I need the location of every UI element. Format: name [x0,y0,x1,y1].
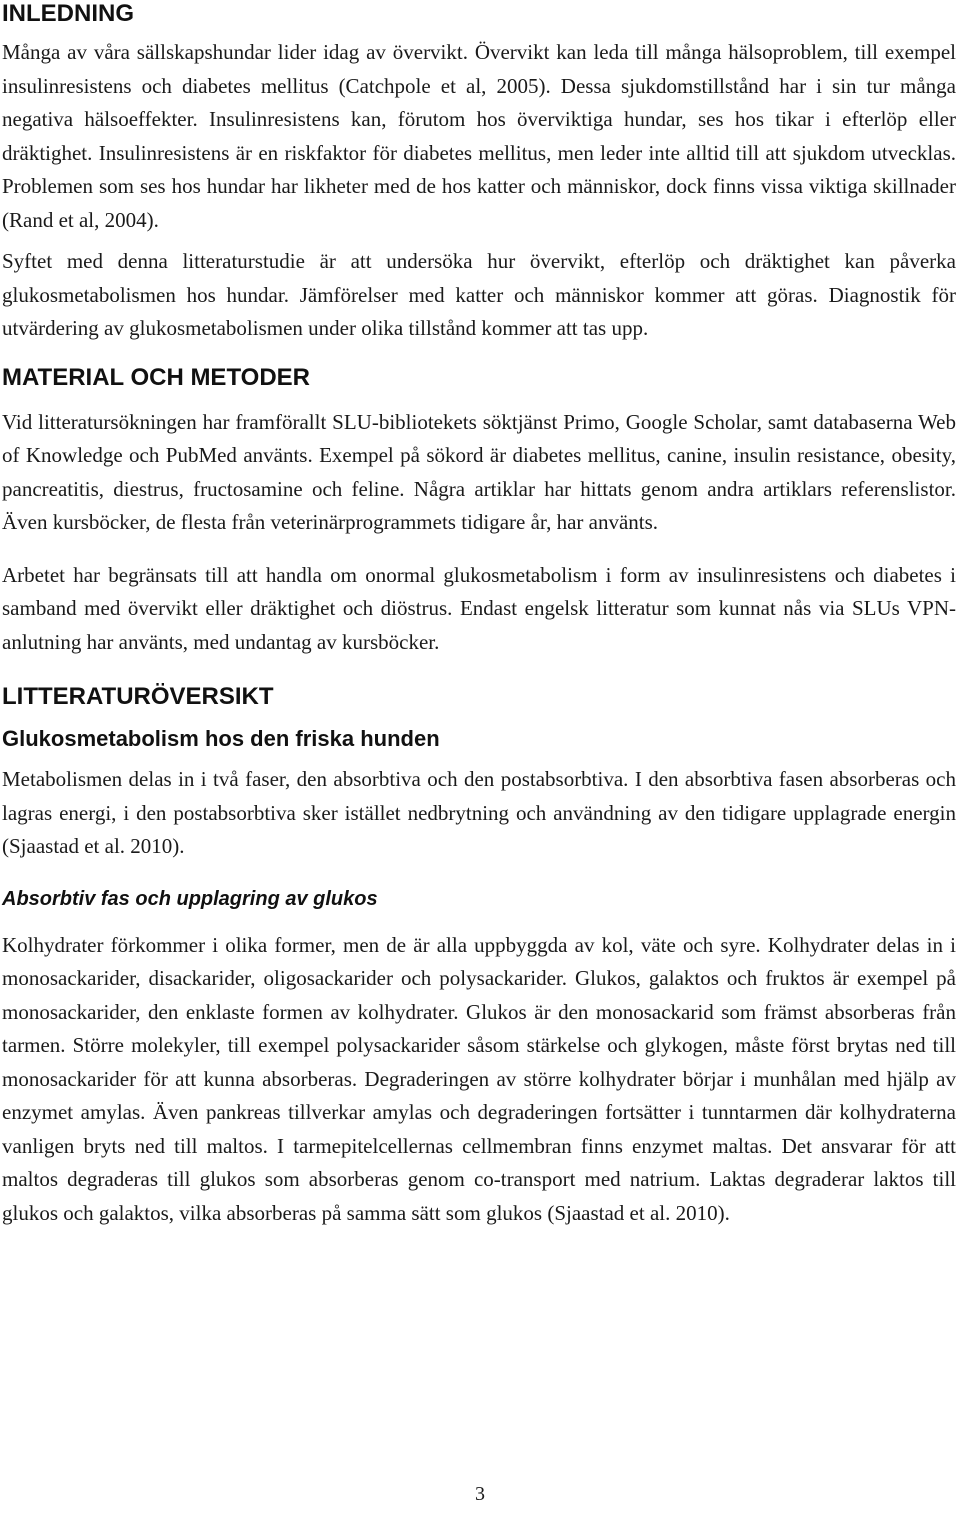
subheading-glukosmetabolism: Glukosmetabolism hos den friska hunden [2,726,440,751]
paragraph-material-2: Arbetet har begränsats till att handla om onormal glukosmetabolism i form av insulinresistens och diabetes i samband med övervikt eller dräktighet och diöstrus. Endast engelsk litteratur som kunnat nås via SLUs VPN-anlutning har använts, med undantag av kursböcker. [2,562,956,654]
paragraph-inledning-2: Syftet med denna litteraturstudie är att undersöka hur övervikt, efterlöp och dräktighet kan påverka glukosmetabolismen hos hundar. Jämförelser med katter och människor kommer att göras. Diagnostik för utvärdering av glukosmetabolismen under olika tillstånd kommer att tas upp. [2,249,956,340]
page-number: 3 [475,1483,485,1505]
paragraph-kolhydrater: Kolhydrater förkommer i olika former, men de är alla uppbyggda av kol, väte och syre. Kolhydrater delas in i monosackarider, disackarider, oligosackarider och polysackarider. Glukos, galaktos och fruktos är exempel på monosackarider, den enklaste formen av kolhydrater. Glukos är den monosackarid som främst absorberas från tarmen. Större molekyler, till exempel polysackarider såsom stärkelse och glykogen, måste först brytas ned till monosackarider för att kunna absorberas. Degraderingen av större kolhydrater börjar i munhålan med hjälp av enzymet amylas. Även pankreas tillverkar amylas och degraderingen fortsätter i tunntarmen där kolhydraterna vanligen bryts ned till maltos. I tarmepitelcellernas cellmembran finns enzymet maltas. Det ansvarar för att maltos degraderas till glukos som absorberas genom co-transport med natrium. Laktas degraderar laktos till glukos och galaktos, vilka absorberas på samma sätt som glukos (Sjaastad et al. 2010). [2,932,956,1225]
heading-inledning: INLEDNING [2,0,134,27]
paragraph-material-1: Vid litteratursökningen har framförallt SLU-bibliotekets söktjänst Primo, Google Scholar, samt databaserna Web of Knowledge och PubMed använts. Exempel på sökord är diabetes mellitus, canine, insulin resistance, obesity, pancreatitis, diestrus, fructosamine och feline. Några artiklar har hittats genom andra artiklars referenslistor. Även kursböcker, de flesta från veterinärprogrammets tidigare år, har använts. [2,409,956,534]
subsubheading-absorbtiv-fas: Absorbtiv fas och upplagring av glukos [2,887,378,910]
paragraph-metabolismen: Metabolismen delas in i två faser, den absorbtiva och den postabsorbtiva. I den absorbtiva fasen absorberas och lagras energi, i den postabsorbtiva sker istället nedbrytning och användning av den tidigare upplagrade energin (Sjaastad et al. 2010). [2,767,956,858]
heading-litteraturoversikt: LITTERATURÖVERSIKT [2,683,274,710]
paragraph-inledning-1: Många av våra sällskapshundar lider idag av övervikt. Övervikt kan leda till många hälsoproblem, till exempel insulinresistens och diabetes mellitus (Catchpole et al, 2005). Dessa sjukdomstillstånd har i sin tur många negativa hälsoeffekter. Insulinresistens kan, förutom hos överviktiga hundar, ses hos tikar i efterlöp eller dräktighet. Insulinresistens är en riskfaktor för diabetes mellitus, men leder inte alltid till att sjukdom utvecklas. Problemen som ses hos hundar har likheter med de hos katter och människor, dock finns vissa viktiga skillnader (Rand et al, 2004). [2,40,956,232]
heading-material-och-metoder: MATERIAL OCH METODER [2,363,311,391]
